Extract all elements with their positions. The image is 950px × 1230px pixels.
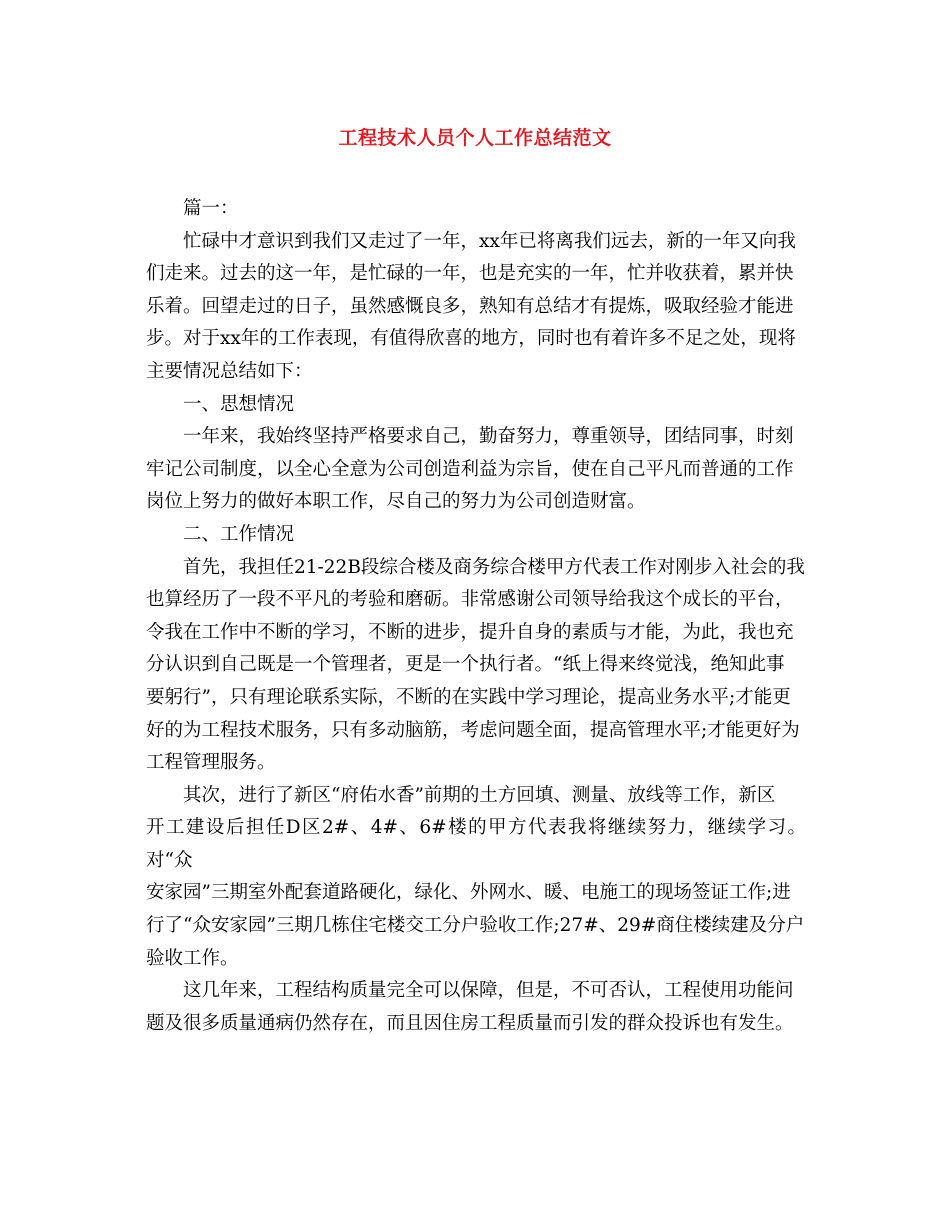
- paragraph-work-second: 其次，进行了新区“府佑水香”前期的土方回填、测量、放线等工作，新区 开工建设后担任D区2#、4#、6#楼的甲方代表我将继续努力，继续学习。对“众 安家园”三期室外配套道路硬化，绿化、外网水、暖、电施工的现场签证工作;进 行了“众安家园”三期几栋住宅楼交工分户验收工作;27#、29#商住楼续建及分户 验收工作。: [146, 784, 806, 969]
- paragraph-quality: 这几年来，工程结构质量完全可以保障，但是，不可否认，工程使用功能问 题及很多质量通病仍然存在，而且因住房工程质量而引发的群众投诉也有发生。: [146, 980, 794, 1034]
- paragraph-intro: 忙碌中才意识到我们又走过了一年，xx年已将离我们远去，新的一年又向我 们走来。过去的这一年，是忙碌的一年，也是充实的一年，忙并收获着，累并快 乐着。回望走过的日子，虽然感慨良多，熟知有总结才有提炼，吸取经验才能进 步。对于xx年的工作表现，有值得欣喜的地方，同时也有着许多不足之处，现将 主要情况总结如下：: [146, 230, 796, 382]
- paragraph-heading-part-one: 篇一：: [183, 198, 239, 219]
- document-title: 工程技术人员个人工作总结范文: [338, 127, 612, 149]
- section-heading-thoughts: 一、思想情况: [183, 393, 295, 415]
- document-body: [146, 193, 806, 1040]
- paragraph-thoughts: 一年来，我始终坚持严格要求自己，勤奋努力，尊重领导，团结同事，时刻 牢记公司制度，以全心全意为公司创造利益为宗旨，使在自己平凡而普通的工作 岗位上努力的做好本职工作，尽自己的努力为公司创造财富。: [146, 426, 794, 513]
- section-heading-work: 二、工作情况: [183, 523, 295, 545]
- paragraph-work-first: 首先，我担任21-22B段综合楼及商务综合楼甲方代表工作对刚步入社会的我 也算经历了一段不平凡的考验和磨砺。非常感谢公司领导给我这个成长的平台， 令我在工作中不断的学习，不断的进步，提升自身的素质与才能，为此，我也充 分认识到自己既是一个管理者，更是一个执行者。“纸上得来终觉浅，绝知此事 要躬行”，只有理论联系实际，不断的在实践中学习理论，提高业务水平;才能更 好的为工程技术服务，只有多动脑筋，考虑问题全面，提高管理水平;才能更好为 工程管理服务。: [146, 556, 805, 774]
